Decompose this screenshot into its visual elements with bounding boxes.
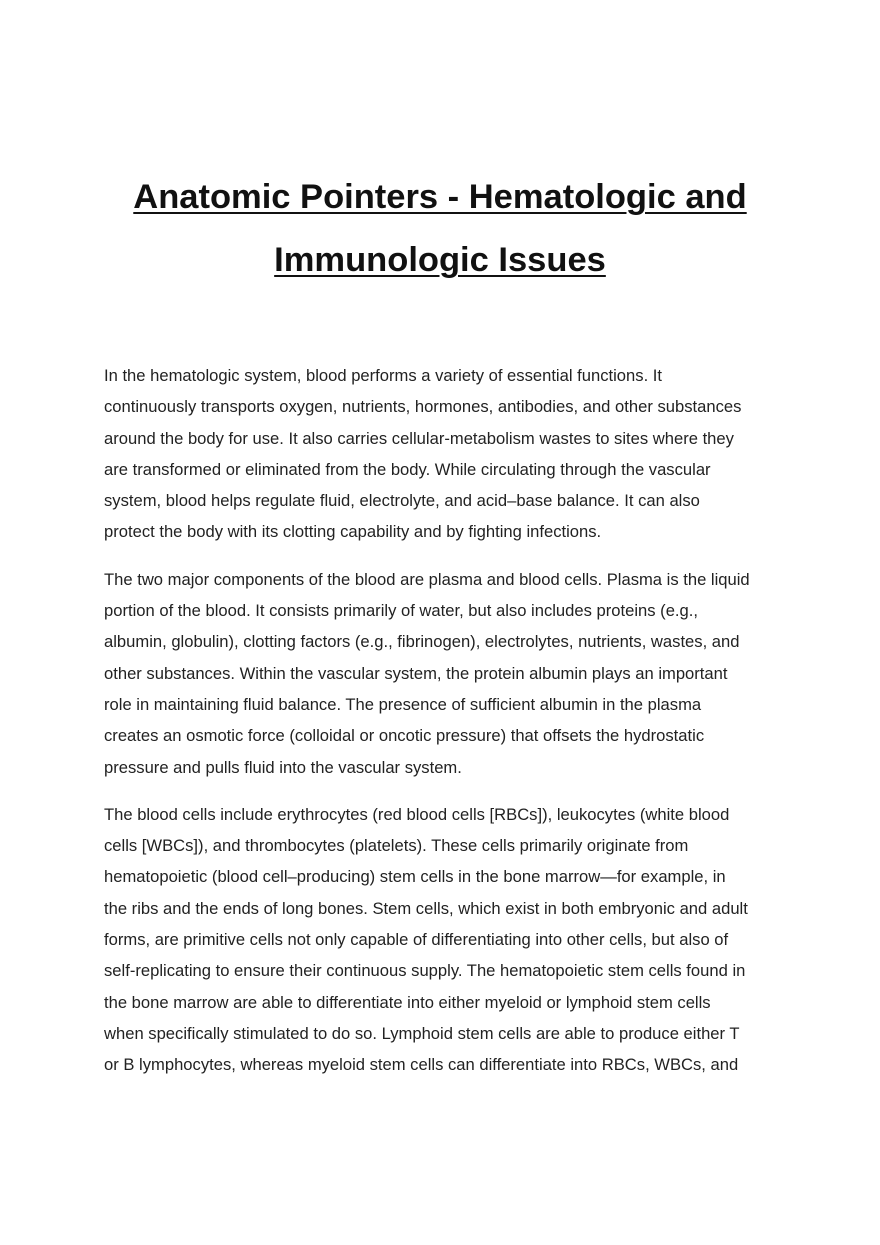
paragraph-blood-cells: [104, 799, 784, 1081]
text-line: the bone marrow are able to differentiate into either myeloid or lymphoid stem cells: [104, 992, 711, 1012]
text-line: The blood cells include erythrocytes (red blood cells [RBCs]), leukocytes (white blood: [104, 804, 730, 824]
text-line: the ribs and the ends of long bones. Stem cells, which exist in both embryonic and adult: [104, 898, 748, 918]
text-line: when specifically stimulated to do so. Lymphoid stem cells are able to produce either T: [104, 1023, 740, 1043]
text-line: portion of the blood. It consists primarily of water, but also includes proteins (e.g.,: [104, 601, 698, 621]
text-line: cells [WBCs]), and thrombocytes (platelets). These cells primarily originate from: [104, 836, 689, 856]
text-line: system, blood helps regulate fluid, electrolyte, and acid–base balance. It can also: [104, 491, 700, 511]
body-text: [104, 360, 784, 1097]
text-line: protect the body with its clotting capability and by fighting infections.: [104, 522, 602, 542]
text-line: creates an osmotic force (colloidal or oncotic pressure) that offsets the hydrostatic: [104, 726, 705, 746]
page-title: [104, 166, 776, 292]
text-line: role in maintaining fluid balance. The presence of sufficient albumin in the plasma: [104, 694, 702, 714]
text-line: pressure and pulls fluid into the vascular system.: [104, 757, 462, 777]
text-line: hematopoietic (blood cell–producing) stem cells in the bone marrow—for example, in: [104, 867, 726, 887]
text-line: other substances. Within the vascular system, the protein albumin plays an important: [104, 663, 728, 683]
title-line: Immunologic Issues: [274, 241, 606, 279]
text-line: self-replicating to ensure their continuous supply. The hematopoietic stem cells found in: [104, 961, 746, 981]
paragraph-hematologic-functions: [104, 360, 784, 548]
text-line: forms, are primitive cells not only capable of differentiating into other cells, but also of: [104, 930, 729, 950]
text-line: In the hematologic system, blood performs a variety of essential functions. It: [104, 366, 663, 385]
text-line: The two major components of the blood are plasma and blood cells. Plasma is the liquid: [104, 569, 750, 589]
text-line: continuously transports oxygen, nutrients, hormones, antibodies, and other substances: [104, 397, 742, 417]
text-line: around the body for use. It also carries cellular-metabolism wastes to sites where they: [104, 428, 734, 448]
text-line: are transformed or eliminated from the body. While circulating through the vascular: [104, 459, 711, 479]
text-line: or B lymphocytes, whereas myeloid stem cells can differentiate into RBCs, WBCs, and: [104, 1055, 739, 1075]
text-line: albumin, globulin), clotting factors (e.g., fibrinogen), electrolytes, nutrients, wastes, and: [104, 632, 740, 652]
title-line: Anatomic Pointers - Hematologic and: [133, 178, 747, 216]
paragraph-blood-components: [104, 564, 784, 783]
